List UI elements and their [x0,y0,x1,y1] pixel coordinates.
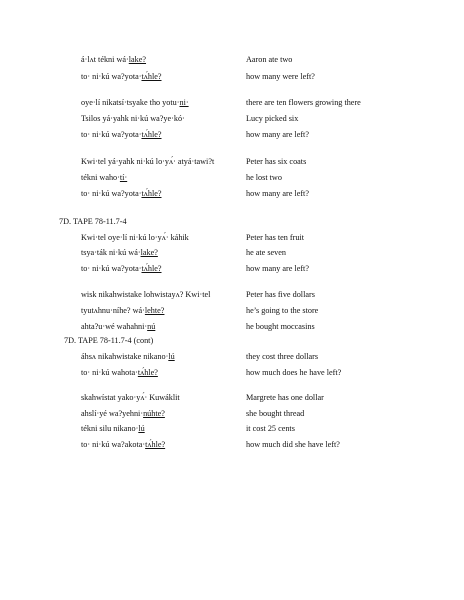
english-line: how much did she have left? [246,440,340,449]
oneida-line: Tsilos yá·yahk ni·kú wa?ye·kó· [81,114,185,123]
english-line: he lost two [246,173,282,182]
english-line: it cost 25 cents [246,424,295,433]
oneida-line: to· ni·kú wa?akota·tʌ́hle? [81,440,166,449]
oneida-line: to· ni·kú wa?yota·tʌ́hle? [81,130,162,139]
oneida-line: to· ni·kú wa?yota·tʌ́hle? [81,189,162,198]
english-line: she bought thread [246,409,305,418]
english-line: Margrete has one dollar [246,393,324,402]
oneida-line: Kwi·tel yá·yahk ni·kú lo·yʌ́· atyá·tawi?t [81,157,215,166]
english-line: he bought moccasins [246,322,315,331]
section-heading: 7D. TAPE 78-11.7-4 (cont) [64,336,154,345]
oneida-line: to· ni·kú wa?yota·tʌ́hle? [81,72,162,81]
oneida-line: to· ni·kú wahota·tʌ́hle? [81,368,158,377]
oneida-line: to· ni·kú wa?yota·tʌ́hle? [81,264,162,273]
english-line: Peter has five dollars [246,290,315,299]
english-line: how many are left? [246,189,309,198]
oneida-line: á·lʌt tékni wá·lake? [81,55,147,64]
oneida-line: tékni silu nikano·lú [81,424,145,433]
oneida-line: tékni waho·tí· [81,173,128,182]
english-line: Peter has six coats [246,157,307,166]
oneida-line: ahslí·yé wa?yehni·núhte? [81,409,165,418]
english-line: how many are left? [246,130,309,139]
english-line: how much does he have left? [246,368,342,377]
oneida-line: oye·lí nikatsí·tsyake tho yotu·ni· [81,98,189,107]
oneida-line: wisk nikahwistake lohwistayʌ? Kwi·tel [81,290,211,299]
section-heading: 7D. TAPE 78-11.7-4 [59,217,127,226]
english-line: how many are left? [246,264,309,273]
english-line: he’s going to the store [246,306,319,315]
english-line: Aaron ate two [246,55,293,64]
oneida-line: skahwístat yako·yʌ́· Kuwáklit [81,393,180,402]
english-line: he ate seven [246,248,287,257]
english-line: they cost three dollars [246,352,319,361]
oneida-line: ahta?u·wé wahahni·nú [81,322,156,331]
oneida-line: áhsʌ nikahwistake nikano·lú [81,352,175,361]
english-line: Lucy picked six [246,114,299,123]
english-line: Peter has ten fruit [246,233,304,242]
english-line: there are ten flowers growing there [246,98,361,107]
english-line: how many were left? [246,72,315,81]
oneida-line: tsya·ták ni·kú wá·lake? [81,248,158,257]
oneida-line: Kwi·tel oye·lí ni·kú lo·yʌ́· káhik [81,233,189,242]
oneida-line: tyutʌhnu·níhe? wá·lehte? [81,306,165,315]
